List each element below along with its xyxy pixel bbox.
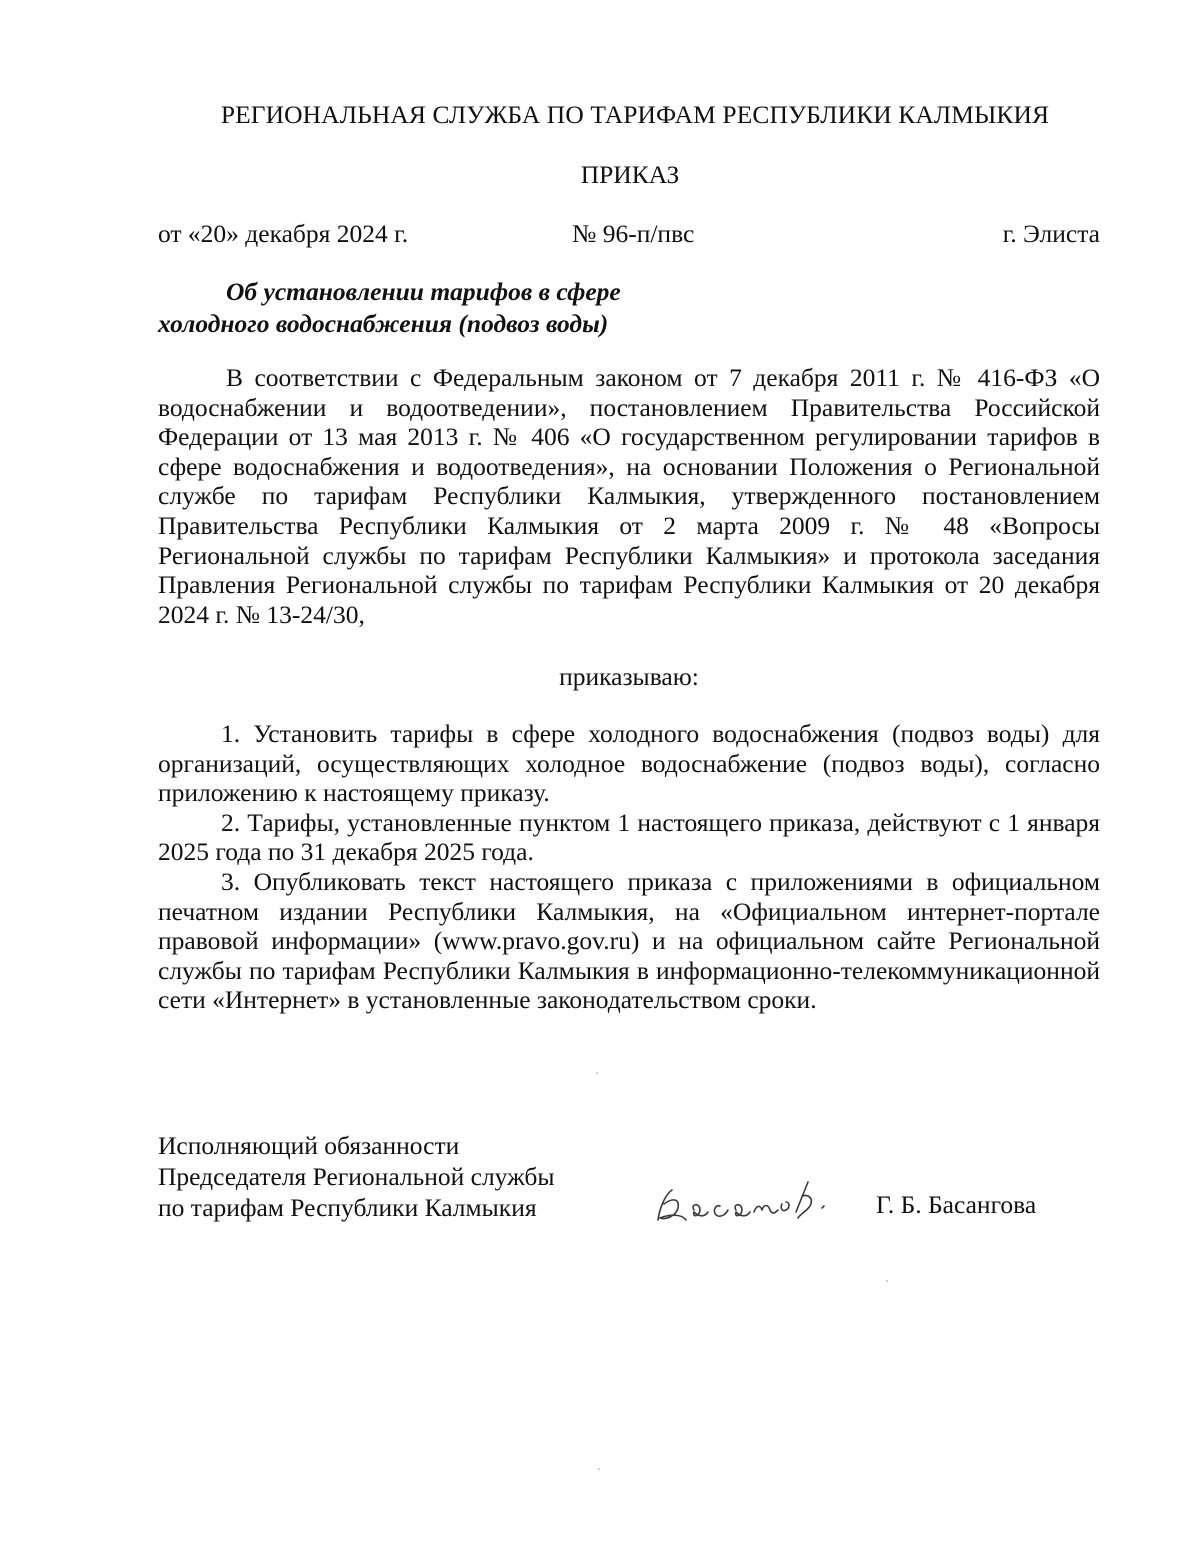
signatory-name: Г. Б. Басангова	[876, 1190, 1037, 1219]
order-item-3: 3. Опубликовать текст настоящего приказа с приложениями в официальном печатном издании Республики Калмыкия, на «Официальном интернет-портале правовой информации» (www.pravo.gov.ru) и на официальном сайте Региональной службы по тарифам Республики Калмыкия в информационно-телекоммуникационной сети «Интернет» в установленные законодательством сроки.	[158, 866, 1100, 1015]
document-date: от «20» декабря 2024 г.	[158, 219, 409, 248]
scan-speck	[596, 1072, 598, 1074]
scan-speck	[886, 1280, 888, 1282]
document-city: г. Элиста	[1002, 219, 1100, 248]
document-meta-row	[158, 219, 1100, 253]
signatory-position	[158, 1130, 554, 1223]
agency-title: РЕГИОНАЛЬНАЯ СЛУЖБА ПО ТАРИФАМ РЕСПУБЛИКИ КАЛМЫКИЯ	[220, 100, 1050, 129]
preamble-paragraph: В соответствии с Федеральным законом от 7 декабря 2011 г. № 416-ФЗ «О водоснабжении и водоотведении», постановлением Правительства Российской Федерации от 13 мая 2013 г. № 406 «О государственном регулировании тарифов в сфере водоснабжения и водоотведения», на основании Положения о Региональной службе по тарифам Республики Калмыкия, утвержденного постановлением Правительства Республики Калмыкия от 2 марта 2009 г. № 48 «Вопросы Региональной службы по тарифам Республики Калмыкия» и протокола заседания Правления Региональной службы по тарифам Республики Калмыкия от 20 декабря 2024 г. № 13-24/30,	[158, 363, 1100, 629]
signatory-position-line-3: по тарифам Республики Калмыкия	[158, 1193, 537, 1222]
subject-line-2: холодного водоснабжения (подвоз воды)	[158, 309, 609, 338]
document-subject	[158, 276, 621, 340]
order-item-2: 2. Тарифы, установленные пунктом 1 настоящего приказа, действуют с 1 января 2025 года по 31 декабря 2025 года.	[158, 807, 1100, 867]
scan-speck	[598, 1468, 600, 1470]
order-item-1: 1. Установить тарифы в сфере холодного водоснабжения (подвоз воды) для организаций, осуществляющих холодное водоснабжение (подвоз воды), согласно приложению к настоящему приказу.	[158, 719, 1100, 808]
signatory-position-line-2: Председателя Региональной службы	[158, 1162, 555, 1191]
order-word: приказываю:	[559, 662, 699, 691]
document-type: ПРИКАЗ	[580, 160, 680, 189]
handwritten-signature	[650, 1168, 850, 1232]
order-items	[158, 719, 1100, 1015]
subject-line-1: Об установлении тарифов в сфере	[226, 277, 621, 306]
signatory-position-line-1: Исполняющий обязанности	[158, 1131, 460, 1160]
document-number: № 96-п/пвс	[572, 219, 695, 248]
